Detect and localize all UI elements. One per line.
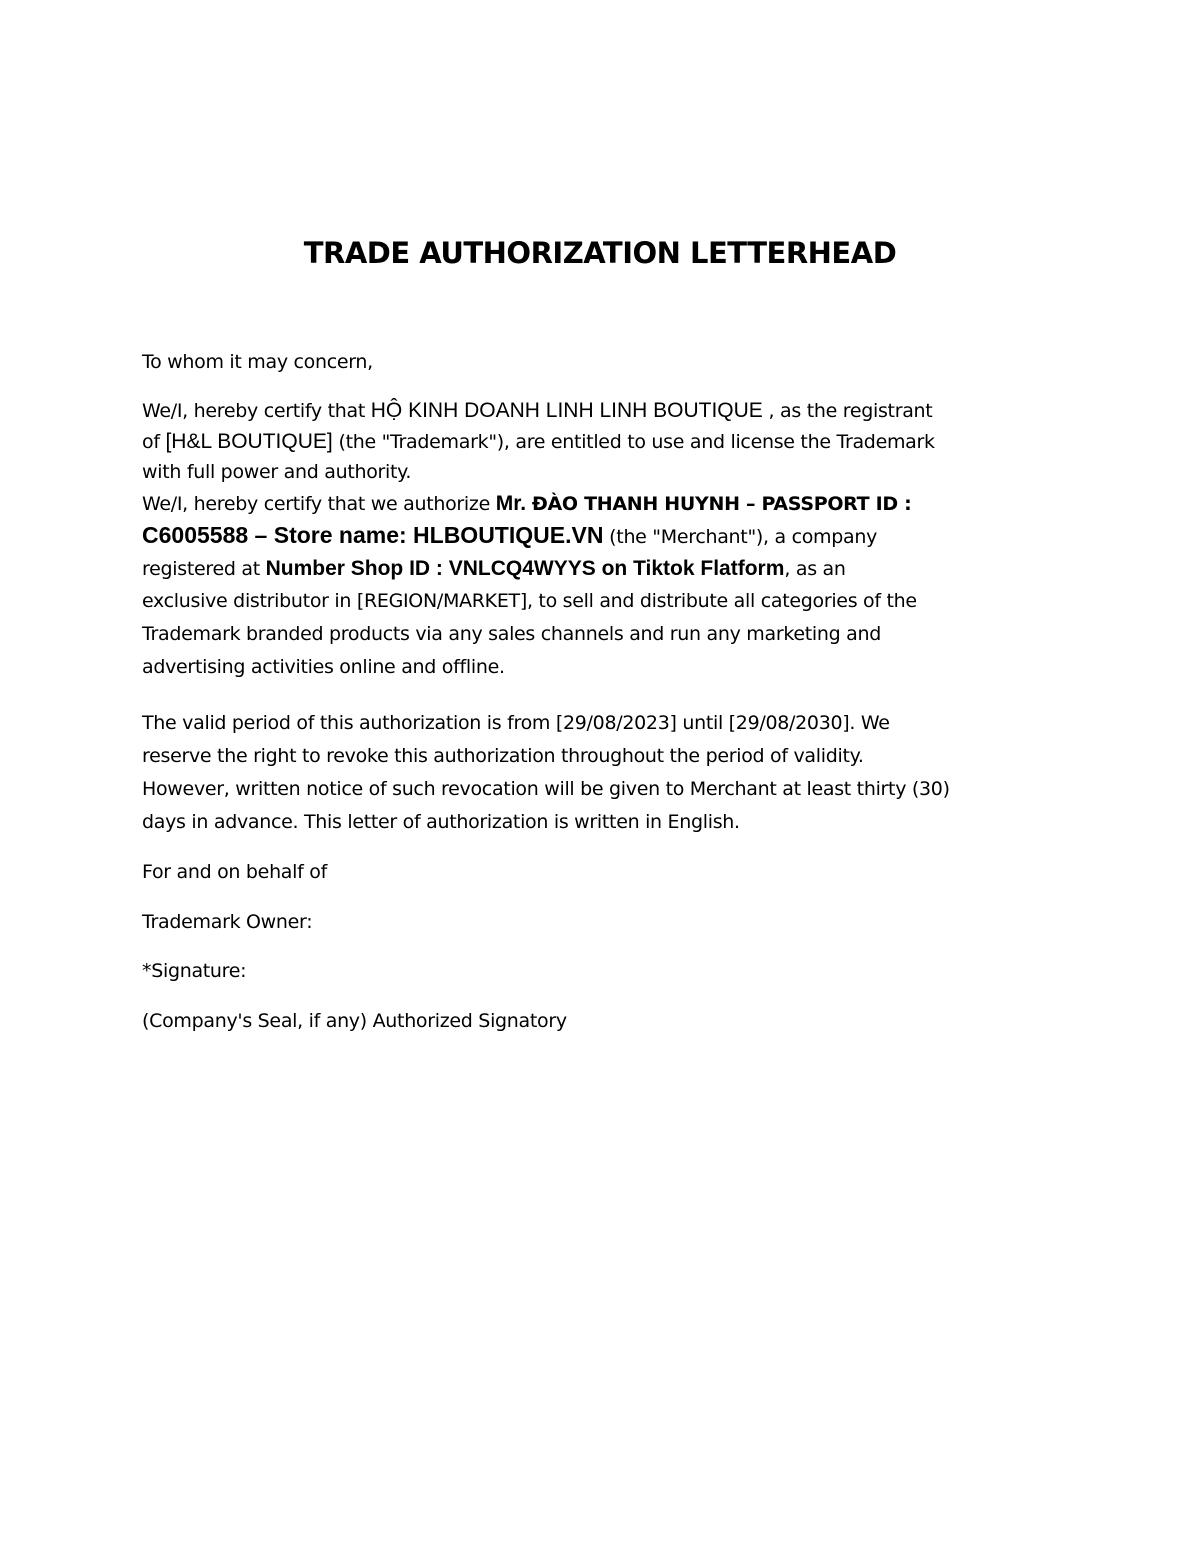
store-name: C6005588 – Store name: HLBOUTIQUE.VN	[142, 522, 604, 548]
closing-signature	[142, 955, 1072, 988]
text-fragment: , as the registrant	[762, 400, 933, 422]
salutation-text: To whom it may concern,	[142, 351, 373, 373]
signature-label: *Signature:	[142, 960, 247, 982]
shop-id: Number Shop ID : VNLCQ4WYYS on Tiktok Flatform	[265, 557, 785, 580]
behalf-text: For and on behalf of	[142, 861, 327, 883]
authorization-paragraph	[142, 395, 1072, 684]
text-fragment: (the "Merchant"), a company	[603, 526, 878, 548]
paragraph-line	[142, 519, 1072, 552]
text-fragment: registered at	[142, 558, 266, 580]
merchant-name-passport: ĐÀO THANH HUYNH – PASSPORT ID :	[531, 493, 912, 515]
paragraph-line: However, written notice of such revocation will be given to Merchant at least thirty (30)	[142, 778, 950, 800]
validity-paragraph	[142, 707, 1072, 839]
document-title: TRADE AUTHORIZATION LETTERHEAD	[303, 236, 897, 270]
paragraph-line: advertising activities online and offline.	[142, 656, 505, 678]
paragraph-line: exclusive distributor in [REGION/MARKET], to sell and distribute all categories of the	[142, 590, 917, 612]
text-fragment: (the "Trademark"), are entitled to use and license the Trademark	[332, 431, 935, 453]
honorific: Mr.	[495, 492, 532, 515]
paragraph-line	[142, 552, 1072, 585]
paragraph-line: reserve the right to revoke this authorization throughout the period of validity.	[142, 745, 864, 767]
closing-behalf	[142, 856, 1072, 889]
owner-label: Trademark Owner:	[142, 911, 313, 933]
paragraph-line: Trademark branded products via any sales channels and run any marketing and	[142, 623, 881, 645]
paragraph-line	[142, 395, 1072, 426]
paragraph-line: The valid period of this authorization is from [29/08/2023] until [29/08/2030]. We	[142, 712, 890, 734]
text-fragment: We/I, hereby certify that	[142, 400, 371, 422]
paragraph-line	[142, 426, 1072, 457]
text-fragment: of	[142, 431, 166, 453]
trademark-name: [H&L BOUTIQUE]	[165, 430, 333, 453]
salutation	[142, 346, 1072, 379]
company-name: HỘ KINH DOANH LINH LINH BOUTIQUE	[370, 399, 763, 422]
closing-seal	[142, 1005, 1072, 1038]
text-fragment: We/I, hereby certify that we authorize	[142, 493, 496, 515]
paragraph-line: with full power and authority.	[142, 461, 412, 483]
paragraph-line	[142, 488, 1072, 519]
text-fragment: , as an	[784, 558, 846, 580]
closing-owner	[142, 906, 1072, 939]
paragraph-line: days in advance. This letter of authorization is written in English.	[142, 811, 740, 833]
seal-label: (Company's Seal, if any) Authorized Signatory	[142, 1010, 567, 1032]
